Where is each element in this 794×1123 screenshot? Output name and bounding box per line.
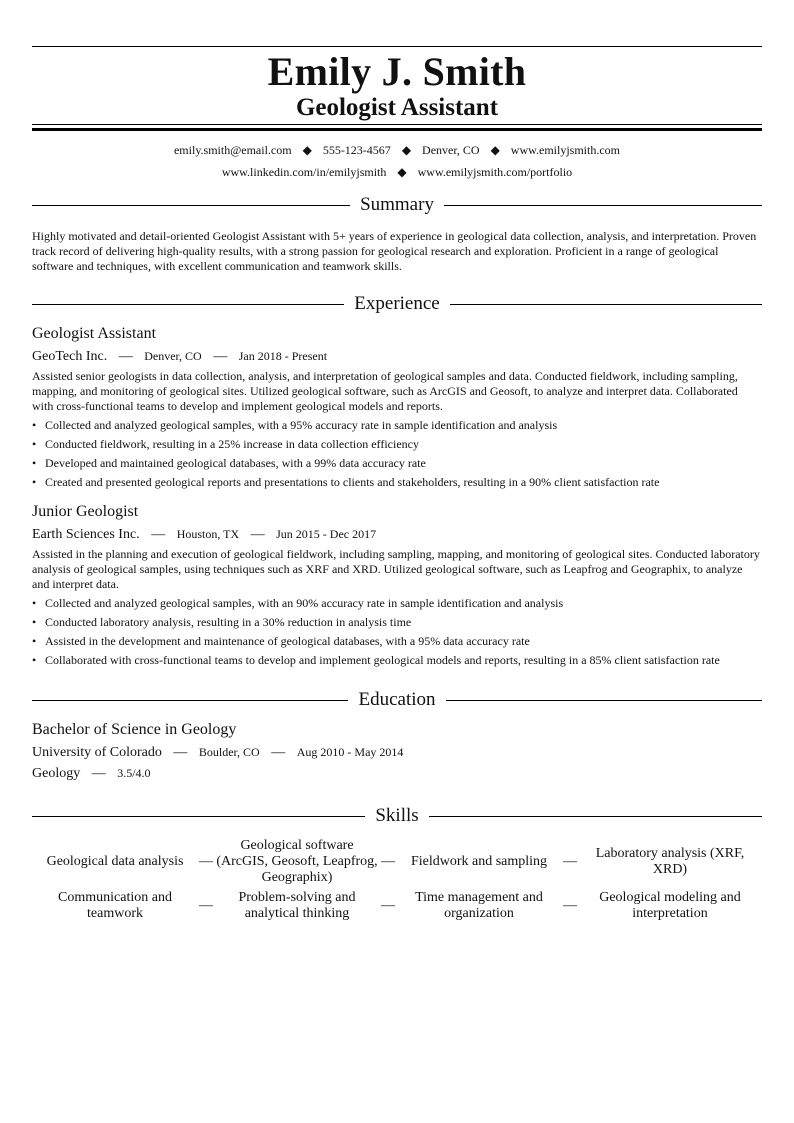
dash-separator: — xyxy=(199,898,213,913)
skill-item: Geological data analysis xyxy=(46,854,184,869)
diamond-separator-icon: ◆ xyxy=(302,143,312,157)
bullet-icon: • xyxy=(32,456,37,470)
education-heading xyxy=(32,688,762,712)
list-item-text: Created and presented geological reports and presentations to clients and stakeholders, resulting in a 90% client satisfaction rate xyxy=(45,475,660,489)
header-top-rule xyxy=(32,46,762,47)
skill-item: Laboratory analysis (XRF, XRD) xyxy=(595,846,745,877)
contact-line-2 xyxy=(32,161,762,183)
dash-separator: — xyxy=(563,898,577,913)
job-location: Houston, TX xyxy=(176,527,240,541)
job-description: Assisted in the planning and execution of geological fieldwork, including sampling, mapping, and monitoring of geological sites. Conducted laboratory analysis of geological samples, using techniques such as XRF and XRD. Utilized geological software, such as Leapfrog and Geographix, to analyze and interpret data. xyxy=(32,547,760,591)
header-double-rule xyxy=(32,124,762,131)
list-item xyxy=(32,456,762,471)
heading-rule-left xyxy=(32,816,365,817)
education-dates: Aug 2010 - May 2014 xyxy=(296,745,404,759)
contact-location: Denver, CO xyxy=(422,143,480,157)
job-location: Denver, CO xyxy=(144,349,202,363)
list-item-text: Collaborated with cross-functional teams to develop and implement geological models and reports, resulting in a 85% client satisfaction rate xyxy=(45,653,720,667)
diamond-separator-icon: ◆ xyxy=(490,143,500,157)
skills-heading xyxy=(32,804,762,828)
education-major-line xyxy=(32,763,762,784)
skills-grid xyxy=(32,838,762,922)
bullet-icon: • xyxy=(32,615,37,629)
contact-linkedin[interactable]: www.linkedin.com/in/emilyjsmith xyxy=(221,165,387,179)
education-entry xyxy=(32,720,762,784)
contact-website[interactable]: www.emilyjsmith.com xyxy=(510,143,621,157)
list-item xyxy=(32,437,762,452)
list-item-text: Assisted in the development and maintenance of geological databases, with a 95% data accuracy rate xyxy=(45,634,530,648)
job-title: Junior Geologist xyxy=(32,503,139,520)
list-item xyxy=(32,596,762,611)
list-item-text: Collected and analyzed geological samples, with a 95% accuracy rate in sample identification and analysis xyxy=(45,418,558,432)
bullet-icon: • xyxy=(32,653,37,667)
school-location: Boulder, CO xyxy=(198,745,260,759)
candidate-name: Emily J. Smith xyxy=(267,49,527,94)
heading-rule-right xyxy=(450,304,762,305)
education-major: Geology xyxy=(32,766,81,781)
dash-separator: — xyxy=(563,854,577,869)
list-item-text: Conducted fieldwork, resulting in a 25% increase in data collection efficiency xyxy=(45,437,419,451)
job-achievements xyxy=(32,596,762,668)
skill-item: Time management and organization xyxy=(415,890,543,921)
experience-heading-label: Experience xyxy=(354,293,440,314)
job-meta xyxy=(32,346,762,367)
dash-separator: — xyxy=(381,854,395,869)
list-item xyxy=(32,615,762,630)
contact-block xyxy=(32,139,762,183)
summary-heading-label: Summary xyxy=(360,194,434,215)
bullet-icon: • xyxy=(32,475,37,489)
dash-separator: — xyxy=(91,766,106,781)
dash-separator: — xyxy=(271,745,286,760)
list-item xyxy=(32,475,762,490)
contact-line-1 xyxy=(32,139,762,161)
experience-heading xyxy=(32,292,762,316)
candidate-title: Geologist Assistant xyxy=(295,94,499,121)
diamond-separator-icon: ◆ xyxy=(397,165,407,179)
dash-separator: — xyxy=(173,745,188,760)
bullet-icon: • xyxy=(32,418,37,432)
skills-heading-label: Skills xyxy=(375,805,419,826)
skill-item: Geological software (ArcGIS, Geosoft, Leapfrog, Geographix) xyxy=(216,838,378,885)
education-gpa: 3.5/4.0 xyxy=(117,766,151,780)
heading-rule-right xyxy=(429,816,762,817)
job-company: GeoTech Inc. xyxy=(32,349,108,364)
resume-page xyxy=(32,46,762,922)
skill-item: Problem-solving and analytical thinking xyxy=(238,890,356,921)
education-heading-label: Education xyxy=(358,689,436,710)
job-description: Assisted senior geologists in data collection, analysis, and interpretation of geological samples and data. Conducted fieldwork, including sampling, mapping, and monitoring of geological sites. Utilized geological software, such as ArcGIS and Geosoft, to analyze and interpret data. Collaborated with cross-functional teams to develop and implement geological models and reports. xyxy=(32,369,738,413)
education-meta xyxy=(32,742,762,763)
list-item-text: Conducted laboratory analysis, resulting in a 30% reduction in analysis time xyxy=(45,615,412,629)
heading-rule-left xyxy=(32,304,344,305)
bullet-icon: • xyxy=(32,596,37,610)
list-item-text: Collected and analyzed geological samples, with an 90% accuracy rate in sample identification and analysis xyxy=(45,596,564,610)
dash-separator: — xyxy=(199,854,213,869)
contact-email[interactable]: emily.smith@email.com xyxy=(173,143,292,157)
skill-item: Fieldwork and sampling xyxy=(410,854,548,869)
list-item xyxy=(32,634,762,649)
job-dates: Jun 2015 - Dec 2017 xyxy=(276,527,377,541)
heading-rule-right xyxy=(446,700,762,701)
bullet-icon: • xyxy=(32,634,37,648)
job-company: Earth Sciences Inc. xyxy=(32,527,140,542)
list-item xyxy=(32,418,762,433)
job-achievements xyxy=(32,418,762,490)
dash-separator: — xyxy=(151,527,166,542)
contact-phone[interactable]: 555-123-4567 xyxy=(322,143,391,157)
dash-separator: — xyxy=(250,527,265,542)
experience-entry xyxy=(32,324,762,490)
list-item-text: Developed and maintained geological databases, with a 99% data accuracy rate xyxy=(45,456,426,470)
heading-rule-left xyxy=(32,700,348,701)
job-title: Geologist Assistant xyxy=(32,325,157,342)
diamond-separator-icon: ◆ xyxy=(401,143,412,157)
summary-text: Highly motivated and detail-oriented Geologist Assistant with 5+ years of experience in geological data collection, analysis, and interpretation. Proven track record of delivering high-quality results, with a strong passion for geological research and exploration. Proficient in a range of geological software and techniques, with excellent communication and teamwork skills. xyxy=(32,229,757,273)
bullet-icon: • xyxy=(32,437,37,451)
summary-heading xyxy=(32,193,762,217)
school-name: University of Colorado xyxy=(32,745,162,760)
skill-item: Communication and teamwork xyxy=(58,890,172,921)
list-item xyxy=(32,653,762,668)
job-dates: Jan 2018 - Present xyxy=(238,349,328,363)
skill-item: Geological modeling and interpretation xyxy=(599,890,741,921)
dash-separator: — xyxy=(213,349,228,364)
contact-portfolio[interactable]: www.emilyjsmith.com/portfolio xyxy=(417,165,573,179)
heading-rule-left xyxy=(32,205,350,206)
dash-separator: — xyxy=(118,349,133,364)
degree-title: Bachelor of Science in Geology xyxy=(32,721,237,738)
heading-rule-right xyxy=(444,205,762,206)
dash-separator: — xyxy=(381,898,395,913)
experience-entry xyxy=(32,502,762,668)
job-meta xyxy=(32,524,762,545)
